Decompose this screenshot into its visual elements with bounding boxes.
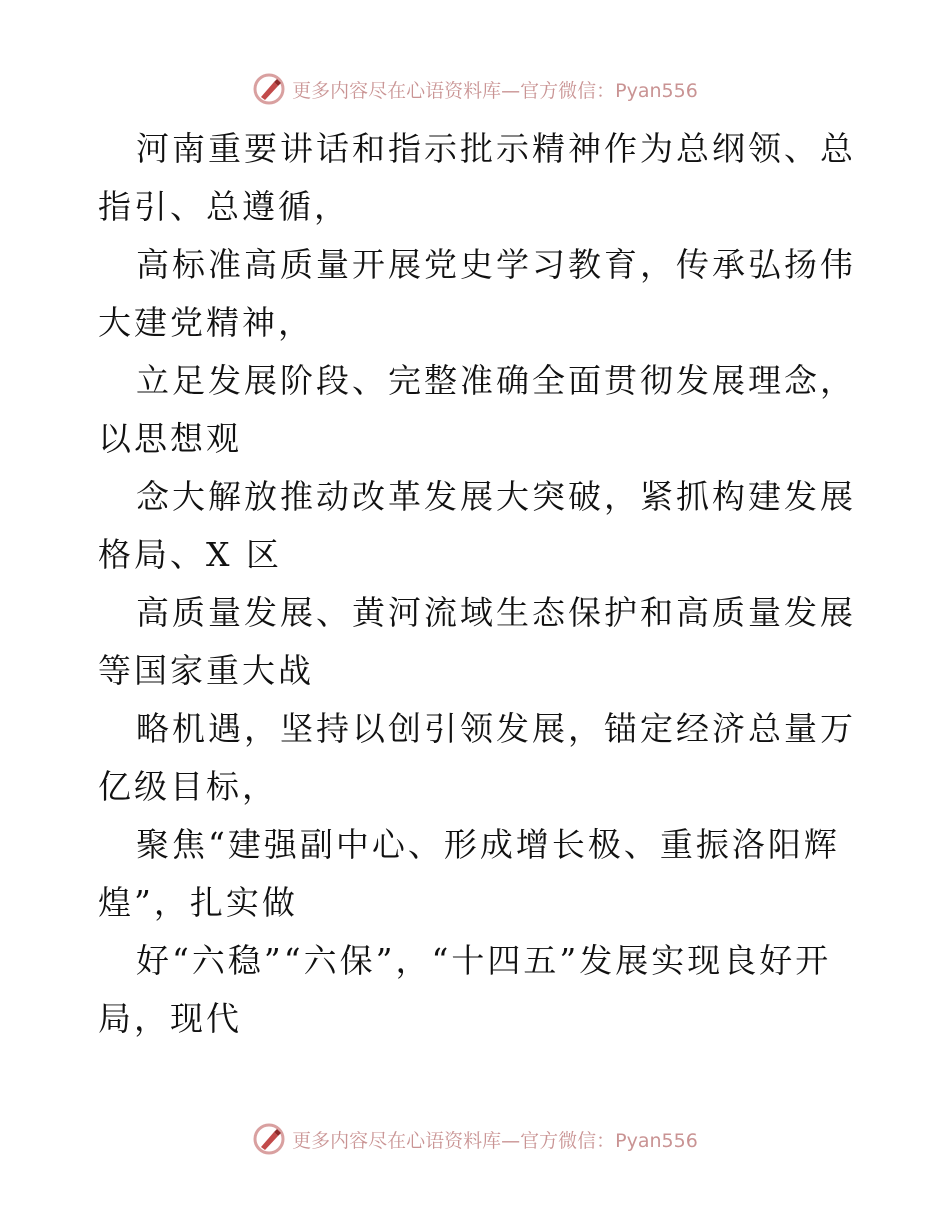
paragraph: 河南重要讲话和指示批示精神作为总纲领、总指引、总遵循，	[98, 129, 856, 226]
pen-nib-logo-icon	[252, 72, 286, 106]
paragraph: 立足发展阶段、完整准确全面贯彻发展理念，以思想观	[98, 361, 856, 458]
paragraph: 念大解放推动改革发展大突破，紧抓构建发展格局、X 区	[98, 477, 856, 574]
watermark-text: 更多内容尽在心语资料库—官方微信：Pyan556	[292, 79, 698, 102]
document-body	[98, 120, 858, 1048]
paragraph: 高标准高质量开展党史学习教育，传承弘扬伟大建党精神，	[98, 245, 856, 342]
paragraph: 聚焦“建强副中心、形成增长极、重振洛阳辉煌”，扎实做	[98, 825, 840, 922]
watermark-header	[0, 72, 950, 106]
paragraph: 略机遇，坚持以创引领发展，锚定经济总量万亿级目标，	[98, 709, 856, 806]
watermark-text: 更多内容尽在心语资料库—官方微信：Pyan556	[292, 1129, 698, 1152]
watermark-footer	[0, 1122, 950, 1156]
paragraph: 好“六稳”“六保”，“十四五”发展实现良好开局，现代	[98, 941, 832, 1038]
paragraph: 高质量发展、黄河流域生态保护和高质量发展等国家重大战	[98, 593, 856, 690]
pen-nib-logo-icon	[252, 1122, 286, 1156]
